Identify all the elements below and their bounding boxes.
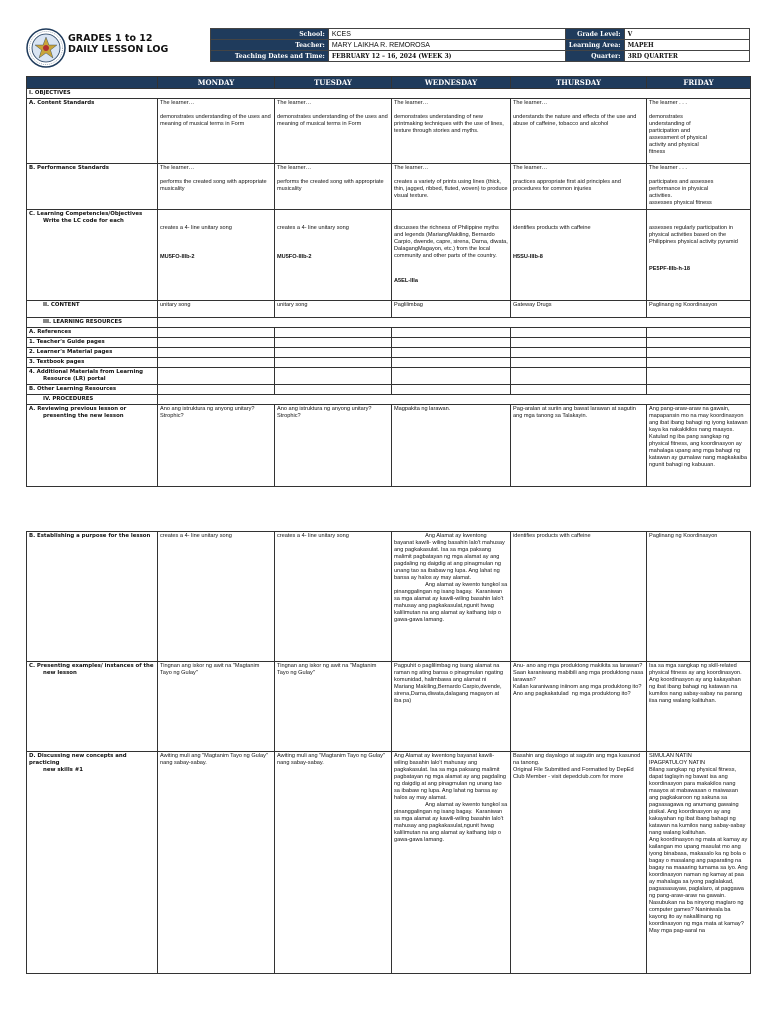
content-standards-cell: The learner… demonstrates understanding of new printmaking techniques with the use of lines, texture through stories and myths. — [392, 99, 511, 164]
log-header — [26, 28, 750, 70]
discussing-label-line-2: new skills #1 — [43, 767, 84, 773]
competency-text: creates a 4- line unitary song — [160, 225, 232, 231]
performance-standards-label: B. Performance Standards — [27, 164, 158, 210]
reviewing-cell: Ano ang istruktura ng anyong unitary? Strophic? — [158, 405, 275, 487]
presenting-cell: Tingnan ang iskor ng awit na "Magtanim Tayo ng Gulay" — [275, 662, 392, 752]
reviewing-label — [27, 405, 158, 487]
empty-cell — [158, 338, 275, 348]
page-1 — [26, 28, 750, 487]
purpose-cell: Ang Alamat ay kwentong bayanat kawili- wiling basahin lalo't mahusay ang pagkakasulat. Isa sa mga paksang malimit pagbatayan ng mga alamat ay ang pagdaling ng daigdig at ang pinagmulan ng unang tao sa ibabaw ng lupa. Ang lahat ng bansa ay halos ay may alamat. Ang alamat ay kwento tungkol sa pinanggalingan ng isang bagay. Karaniwan sa mga alamat ay kawili-wiling basahin lalo't mahusay ang pagkakasulat,ngunit hwag kalilimutan na ang alamat ay kathang isip o gawa-gawa lamang. — [392, 532, 511, 662]
discussing-cell: Ang Alamat ay kwentong bayanat kawili-wiling basahin lalo't mahusay ang pagkakasulat. Isa sa mga paksang malimit pagbatayan ng mga alamat ay ang pagdaling ng daigdig at ang pinagmulan ng unang tao sa ibabaw ng lupa. Ang lahat ng bansa ay halos ay may alamat. Ang alamat ay kwento tungkol sa pinanggalingan ng isang bagay. Karaniwan sa mga alamat ay kawili-wiling basahin lalo't mahusay ang pagkakasulat,ngunit hwag kalilimutan na ang alamat ay kathang isip o gawa-gawa lamang. — [392, 752, 511, 974]
presenting-cell: Pagpuhit o paglilimbag ng isang alamat na raman ng ating bansa o pinagmulan ngating komunidad, halimbawa ang alamat ni Mariang Makiling,Bernardo Carpio,dwende, sirena,Darna,diwata,dalagang magayon at iba pa) — [392, 662, 511, 752]
procedures-heading: IV. PROCEDURES — [27, 395, 158, 405]
additional-materials-line-1: 4. Additional Materials from Learning — [29, 369, 144, 375]
dates-value: FEBRUARY 12 – 16, 2024 (WEEK 3) — [328, 51, 565, 62]
additional-materials-line-2: Resource (LR) portal — [43, 376, 106, 382]
empty-cell — [647, 348, 751, 358]
textbook-label: 3. Textbook pages — [27, 358, 158, 368]
competency-cell — [158, 210, 275, 301]
lesson-log-table-2 — [26, 531, 751, 974]
empty-cell — [158, 358, 275, 368]
empty-cell — [275, 358, 392, 368]
teachers-guide-label: 1. Teacher's Guide pages — [27, 338, 158, 348]
page-2 — [26, 531, 750, 974]
title-line-1: GRADES 1 to 12 — [68, 33, 153, 44]
day-header: THURSDAY — [511, 77, 647, 89]
reviewing-cell: Pag-aralan at suriin ang bawat larawan at sagutin ang mga tanong sa Talakayin. — [511, 405, 647, 487]
presenting-cell: Anu- ano ang mga produktong makikita sa larawan? Saan karaniwang mabibili ang mga produktong nasa larawan? Kailan karaniwang iniinom ang mga produktong ito? Ano ang pagkakatulad ng mga produktong ito? — [511, 662, 647, 752]
area-label: Learning Area: — [565, 40, 624, 51]
competency-code: PE5PF-IIIb-h-18 — [649, 266, 691, 272]
empty-cell — [158, 368, 275, 385]
dates-label: Teaching Dates and Time: — [211, 51, 329, 62]
corner-header-cell — [27, 77, 158, 89]
purpose-cell: creates a 4- line unitary song — [275, 532, 392, 662]
learning-resources-heading: III. LEARNING RESOURCES — [27, 318, 158, 328]
header-info-grid — [210, 28, 750, 62]
competency-code: H5SU-IIIb-8 — [513, 254, 543, 260]
performance-standards-cell: The learner… practices appropriate first aid principles and procedures for common injuries — [511, 164, 647, 210]
empty-cell — [511, 348, 647, 358]
competency-text: discusses the richness of Philippine myths and legends (MariangMakiling, Bernardo Carpio, dwende, capre, sirena, Darna, diwata, DalagangMagayon, etc.) from the local community and other parts of the country. — [394, 225, 510, 259]
reviewing-cell: Ano ang istruktura ng anyong unitary? Strophic? — [275, 405, 392, 487]
content-standards-cell: The learner… demonstrates understanding of the uses and meaning of musical terms in Form — [158, 99, 275, 164]
presenting-cell: Isa sa mga sangkap ng skill-related physical fitness ay ang koordinasyon. Ang koordinasyon ay ang kakayahan ng ibat ibang bahagi ng katawan na kumilos nang sabay-sabay na parang iisa nang walang kalituhan. — [647, 662, 751, 752]
content-cell: unitary song — [158, 301, 275, 318]
competencies-label-line-1: C. Learning Competencies/Objectives — [29, 211, 143, 217]
content-cell: Paglilimbag — [392, 301, 511, 318]
content-label: II. CONTENT — [27, 301, 158, 318]
presenting-label-line-2: new lesson — [43, 670, 77, 676]
empty-cell — [158, 348, 275, 358]
discussing-label-line-1: D. Discussing new concepts and practicing — [29, 753, 127, 766]
day-header: MONDAY — [158, 77, 275, 89]
day-header: FRIDAY — [647, 77, 751, 89]
quarter-label: Quarter: — [565, 51, 624, 62]
day-header: WEDNESDAY — [392, 77, 511, 89]
area-value: MAPEH — [624, 40, 749, 51]
empty-cell — [647, 385, 751, 395]
competencies-label-line-2: Write the LC code for each — [43, 218, 124, 224]
purpose-cell: Paglinang ng Koordinasyon — [647, 532, 751, 662]
empty-cell — [511, 358, 647, 368]
quarter-value: 3RD QUARTER — [624, 51, 749, 62]
empty-cell — [275, 328, 392, 338]
competency-code: A5EL-IIIa — [394, 278, 418, 284]
day-header: TUESDAY — [275, 77, 392, 89]
performance-standards-cell: The learner… performs the created song with appropriate musicality — [275, 164, 392, 210]
empty-cell — [392, 358, 511, 368]
empty-cell — [392, 368, 511, 385]
empty-cell — [158, 328, 275, 338]
empty-cell — [511, 328, 647, 338]
content-standards-cell: The learner… demonstrates understanding of the uses and meaning of musical terms in Form — [275, 99, 392, 164]
empty-cell — [392, 385, 511, 395]
reviewing-cell: Magpakita ng larawan. — [392, 405, 511, 487]
school-label: School: — [211, 29, 329, 40]
empty-cell — [392, 348, 511, 358]
empty-cell — [511, 368, 647, 385]
presenting-cell: Tingnan ang iskor ng awit na "Magtanim Tayo ng Gulay" — [158, 662, 275, 752]
empty-cell — [511, 385, 647, 395]
competency-cell — [511, 210, 647, 301]
objectives-heading: I. OBJECTIVES — [27, 89, 751, 99]
lesson-log-table-1 — [26, 76, 751, 487]
empty-cell — [275, 368, 392, 385]
empty-cell — [275, 338, 392, 348]
content-standards-cell: The learner . . . demonstrates understanding of participation and assessment of physical activity and physical fitness — [647, 99, 751, 164]
grade-value: V — [624, 29, 749, 40]
content-cell: Paglinang ng Koordinasyon — [647, 301, 751, 318]
empty-cell — [647, 368, 751, 385]
grade-label: Grade Level: — [565, 29, 624, 40]
empty-cell — [158, 385, 275, 395]
discussing-cell: Basahin ang dayalogo at sagutin ang mga kasunod na tanong. Original File Submitted and Formatted by DepEd Club Member - visit depedclub.com for more — [511, 752, 647, 974]
reviewing-label-line-2: presenting the new lesson — [43, 413, 124, 419]
competency-code: MU5FO-IIIb-2 — [160, 254, 195, 260]
discussing-cell: SIMULAN NATIN IPAGPATULOY NATIN Bilang sangkap ng physical fitness, dapat taglayin ng bawat isa ang koordinasyon para makakilos nang maayos at mabawasan o maiwasan ang pagkakaroon ng sakuna sa pagsasagawa ng anumang gawaing pisikal. Ang koordinasyon ay ang kakayahan ng ibat ibang bahagi ng katawan na kumilos nang sabay-sabay nang walang kalituhan. Ang koordinasyon ng mata at kamay ay kailangan mo upang masulat mo ang iyong binabasa, makasalo ka ng bola o bagay o masalang ang paparating na bagay na maaaring tumama sa iyo. Ang koordinasyon naman ng kamay at paa ay mahalaga sa iyong paglalakad, pagsasasayaw, paglalaro, at paggawa ng pang-araw-araw na gawain. Nasubukan na ba ninyong maglaro ng computer games? Naniniwala ba kayong ito ay nakalilinang ng koordinasyon ng mga mata at kamay? May mga pag-aaral na — [647, 752, 751, 974]
empty-cell — [158, 395, 751, 405]
competencies-label — [27, 210, 158, 301]
presenting-label-line-1: C. Presenting examples/ instances of the — [29, 663, 154, 669]
other-resources-label: B. Other Learning Resources — [27, 385, 158, 395]
additional-materials-label — [27, 368, 158, 385]
teacher-value: MARY LAIKHA R. REMOROSA — [328, 40, 565, 51]
performance-standards-cell: The learner… performs the created song with appropriate musicality — [158, 164, 275, 210]
teacher-label: Teacher: — [211, 40, 329, 51]
performance-standards-cell: The learner . . . participates and assesses performance in physical activities. assesses physical fitness — [647, 164, 751, 210]
deped-seal-icon — [26, 28, 66, 68]
reviewing-cell: Ang pang-araw-araw na gawain, mapapansin mo na may koordinasyon ang ibat ibang bahagi ng iyong katawan kaya ka nakakikilos nang maayos. Katulad ng iba pang sangkap ng physical fitness, ang koordinasyon ay mahalaga upang ang mga bahagi ng katawan ay gumalaw nang magkakaiba ngunit bahagi ng kabuuan. — [647, 405, 751, 487]
empty-cell — [275, 385, 392, 395]
log-title — [68, 33, 168, 55]
empty-cell — [392, 338, 511, 348]
content-cell: unitary song — [275, 301, 392, 318]
competency-cell — [275, 210, 392, 301]
empty-cell — [647, 328, 751, 338]
competency-text: creates a 4- line unitary song — [277, 225, 349, 231]
empty-cell — [647, 358, 751, 368]
references-label: A. References — [27, 328, 158, 338]
empty-cell — [158, 318, 751, 328]
content-standards-label: A. Content Standards — [27, 99, 158, 164]
reviewing-label-line-1: A. Reviewing previous lesson or — [29, 406, 127, 412]
learners-material-label: 2. Learner's Material pages — [27, 348, 158, 358]
title-line-2: DAILY LESSON LOG — [68, 44, 169, 55]
discussing-cell: Awiting muli ang "Magtanim Tayo ng Gulay" nang sabay-sabay. — [275, 752, 392, 974]
competency-cell — [392, 210, 511, 301]
content-cell: Gateway Drugs — [511, 301, 647, 318]
content-standards-cell: The learner… understands the nature and effects of the use and abuse of caffeine, tobacco and alcohol — [511, 99, 647, 164]
school-value: KCES — [328, 29, 565, 40]
discussing-label — [27, 752, 158, 974]
purpose-cell: creates a 4- line unitary song — [158, 532, 275, 662]
competency-cell — [647, 210, 751, 301]
performance-standards-cell: The learner… creates a variety of prints using lines (thick, thin, jagged, ribbed, fluted, woven) to produce visual texture. — [392, 164, 511, 210]
purpose-label: B. Establishing a purpose for the lesson — [27, 532, 158, 662]
competency-text: assesses regularly participation in physical activities based on the Philippines physical activity pyramid — [649, 225, 738, 245]
empty-cell — [392, 328, 511, 338]
competency-code: MU5FO-IIIb-2 — [277, 254, 312, 260]
empty-cell — [647, 338, 751, 348]
discussing-cell: Awiting muli ang "Magtanim Tayo ng Gulay" nang sabay-sabay. — [158, 752, 275, 974]
empty-cell — [511, 338, 647, 348]
purpose-cell: identifies products with caffeine — [511, 532, 647, 662]
competency-text: identifies products with caffeine — [513, 225, 591, 231]
presenting-label — [27, 662, 158, 752]
empty-cell — [275, 348, 392, 358]
